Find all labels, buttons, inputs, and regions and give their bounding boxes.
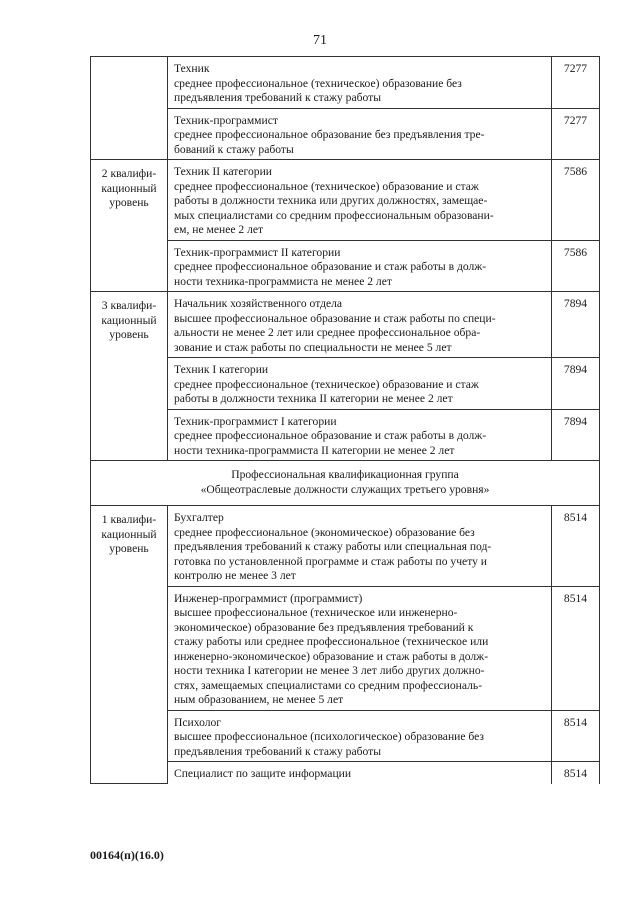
- requirement-line: предъявления требований к стажу работы или специальная под-: [174, 540, 492, 553]
- salary-cell: 8514: [552, 586, 600, 710]
- position-title: Техник: [174, 62, 210, 75]
- group-title: Профессиональная квалификационная группа: [231, 468, 459, 481]
- group-header-cell: [91, 461, 600, 506]
- position-cell: [168, 160, 552, 241]
- page-number: 71: [313, 33, 327, 48]
- table-row: [91, 586, 600, 710]
- salary-cell: 7894: [552, 409, 600, 461]
- salary-cell: 7277: [552, 57, 600, 109]
- salary-cell: 7277: [552, 108, 600, 160]
- level-label: 3 квалифи-: [101, 299, 157, 312]
- requirement-line: среднее профессиональное (экономическое) образование без: [174, 525, 475, 539]
- position-title: Психолог: [174, 715, 222, 729]
- position-cell: [168, 240, 552, 292]
- requirement-line: бований к стажу работы: [174, 142, 294, 156]
- qualification-table: [90, 56, 600, 784]
- level-label: кационный: [101, 313, 157, 327]
- group-subtitle: «Общеотраслевые должности служащих третьего уровня»: [200, 482, 490, 496]
- table-row: [91, 506, 600, 587]
- requirement-line: ности техника I категории не менее 3 лет либо других должно-: [174, 664, 485, 677]
- table-row: [91, 240, 600, 292]
- table-row: [91, 57, 600, 109]
- table-row: [91, 108, 600, 160]
- requirement-line: инженерно-экономическое) образование и стаж работы в долж-: [174, 649, 489, 663]
- salary-cell: 8514: [552, 506, 600, 587]
- requirement-line: высшее профессиональное (психологическое) образование без: [174, 730, 485, 743]
- position-cell: [168, 358, 552, 410]
- requirement-line: среднее профессиональное образование без предъявления тре-: [174, 128, 485, 141]
- requirement-line: среднее профессиональное (техническое) образование без: [174, 76, 462, 90]
- position-title: Бухгалтер: [174, 511, 224, 524]
- table-row: [91, 160, 600, 241]
- requirement-line: экономическое) образование без предъявления требований к: [174, 620, 474, 634]
- requirement-line: высшее профессиональное (техническое или инженерно-: [174, 606, 458, 619]
- requirement-line: среднее профессиональное (техническое) образование и стаж: [174, 179, 479, 193]
- requirement-line: стях, замещаемых специалистами со средним профессиональ-: [174, 678, 483, 692]
- table-row: [91, 358, 600, 410]
- level-cell: [91, 506, 168, 784]
- requirement-line: ности техника-программиста II категории не менее 2 лет: [174, 443, 455, 457]
- requirement-line: контролю не менее 3 лет: [174, 569, 296, 582]
- requirement-line: среднее профессиональное образование и стаж работы в долж-: [174, 429, 487, 442]
- requirement-line: предъявления требований к стажу работы: [174, 744, 382, 758]
- table-row: [91, 292, 600, 358]
- requirement-line: зование и стаж работы по специальности не менее 5 лет: [174, 340, 452, 354]
- position-cell: [168, 57, 552, 109]
- requirement-line: предъявления требований к стажу работы: [174, 91, 382, 104]
- level-label: уровень: [109, 328, 149, 341]
- level-label: 2 квалифи-: [101, 167, 157, 180]
- group-header-row: [91, 461, 600, 506]
- level-label: кационный: [101, 527, 157, 541]
- position-cell: [168, 710, 552, 762]
- position-title: Техник II категории: [174, 165, 272, 178]
- level-label: 1 квалифи-: [101, 513, 157, 526]
- table-row: [91, 409, 600, 461]
- requirement-line: ности техника-программиста не менее 2 лет: [174, 274, 392, 288]
- position-cell: [168, 506, 552, 587]
- document-code: 00164(п)(16.0): [90, 848, 164, 862]
- position-cell: [168, 762, 552, 784]
- salary-cell: 8514: [552, 762, 600, 784]
- position-title: Специалист по защите информации: [174, 767, 352, 780]
- position-cell: [168, 292, 552, 358]
- salary-cell: 7894: [552, 358, 600, 410]
- table-row: [91, 762, 600, 784]
- position-title: Техник-программист II категории: [174, 245, 341, 259]
- position-title: Техник I категории: [174, 363, 269, 376]
- requirement-line: работы в должности техника II категории не менее 2 лет: [174, 392, 453, 405]
- salary-cell: 7586: [552, 240, 600, 292]
- requirement-line: среднее профессиональное образование и стаж работы в долж-: [174, 260, 487, 273]
- requirement-line: мых специалистами со средним профессиональным образовани-: [174, 208, 494, 222]
- position-title: Техник-программист I категории: [174, 414, 337, 428]
- requirement-line: ным образованием, не менее 5 лет: [174, 693, 344, 706]
- requirement-line: готовка по установленной программе и стаж работы по учету и: [174, 554, 488, 568]
- position-title: Начальник хозяйственного отдела: [174, 297, 343, 310]
- position-title: Техник-программист: [174, 113, 278, 127]
- salary-cell: 7894: [552, 292, 600, 358]
- position-cell: [168, 409, 552, 461]
- requirement-line: ем, не менее 2 лет: [174, 223, 264, 236]
- requirement-line: высшее профессиональное образование и стаж работы по специ-: [174, 311, 496, 325]
- level-label: уровень: [109, 196, 149, 209]
- table-row: [91, 710, 600, 762]
- position-cell: [168, 586, 552, 710]
- salary-cell: 7586: [552, 160, 600, 241]
- level-label: уровень: [109, 542, 149, 555]
- level-label: кационный: [101, 181, 157, 195]
- salary-cell: 8514: [552, 710, 600, 762]
- requirement-line: альности не менее 2 лет или среднее профессиональное обра-: [174, 326, 481, 339]
- position-cell: [168, 108, 552, 160]
- position-title: Инженер-программист (программист): [174, 591, 363, 605]
- requirement-line: стажу работы или среднее профессиональное (техническое или: [174, 635, 489, 648]
- level-cell-empty: [91, 57, 168, 160]
- requirement-line: работы в должности техника или других должностях, замещае-: [174, 194, 488, 207]
- level-cell: [91, 160, 168, 292]
- requirement-line: среднее профессиональное (техническое) образование и стаж: [174, 377, 479, 391]
- level-cell: [91, 292, 168, 461]
